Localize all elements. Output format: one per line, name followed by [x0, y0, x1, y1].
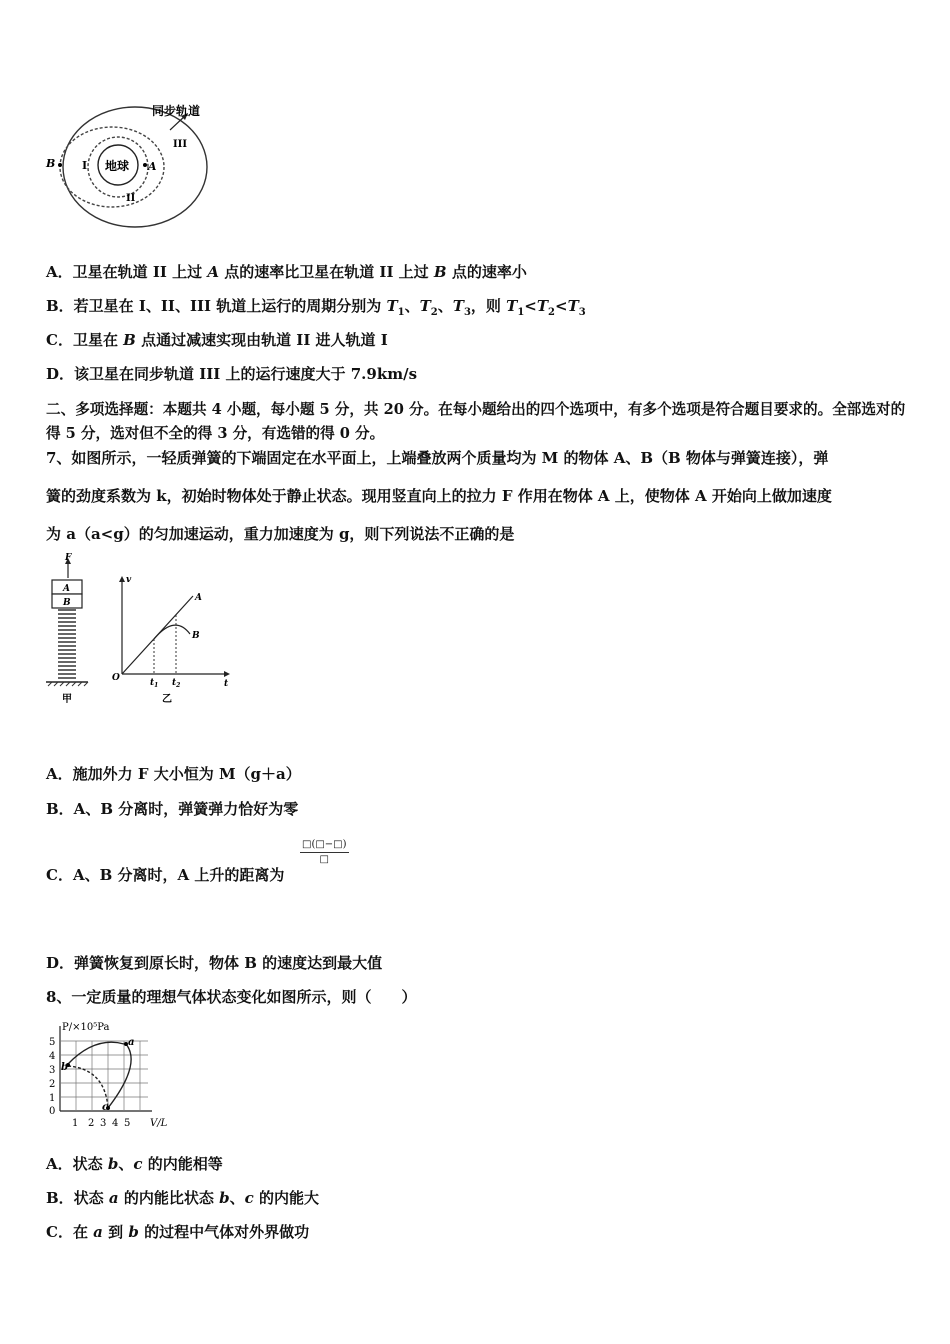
state-c-label: c	[102, 1102, 109, 1113]
v-axis-label: v	[126, 575, 132, 585]
t2-label: $t_2$	[172, 678, 181, 689]
block-a-label: A	[63, 584, 70, 594]
xtick-1: 1	[72, 1118, 79, 1129]
q6-option-d: D．该卫星在同步轨道 III 上的运行速度大于 7.9km/s	[46, 365, 418, 383]
q7-stem-line-1: 7、如图所示，一轻质弹簧的下端固定在水平面上，上端叠放两个质量均为 M 的物体 A、B（B 物体与弹簧连接），弹	[46, 449, 829, 467]
q8-stem: 8、一定质量的理想气体状态变化如图所示，则（ ）	[46, 988, 417, 1006]
ytick-0: 0	[49, 1106, 56, 1117]
grid	[60, 1041, 148, 1111]
process-ab	[68, 1042, 124, 1064]
xtick-3: 3	[100, 1118, 107, 1129]
q7-option-c-fraction	[300, 838, 349, 867]
orbit-i-label: I	[82, 159, 88, 172]
fraction-denominator: □	[319, 854, 329, 865]
fig-jia-label: 甲	[62, 694, 72, 705]
fig-yi-label: 乙	[162, 694, 172, 705]
spring	[58, 610, 76, 678]
q7-option-d: D．弹簧恢复到原长时，物体 B 的速度达到最大值	[46, 954, 383, 972]
orbit-ii-label: II	[126, 193, 136, 204]
point-b-dot	[58, 163, 62, 167]
p-axis-label: P/×10⁵Pa	[62, 1022, 110, 1033]
state-b-label: b	[61, 1062, 68, 1073]
ytick-5: 5	[49, 1037, 56, 1048]
q7-option-b: B．A、B 分离时，弹簧弹力恰好为零	[46, 800, 299, 818]
v-axis-label: V/L	[150, 1118, 168, 1129]
q6-option-a: A．卫星在轨道 II 上过 A 点的速率比卫星在轨道 II 上过 B 点的速率小	[46, 263, 527, 281]
point-a-label: A	[148, 160, 157, 173]
q8-option-b: B．状态 a 的内能比状态 b、c 的内能大	[46, 1189, 319, 1207]
xtick-4: 4	[112, 1118, 119, 1129]
q8-option-a: A．状态 b、c 的内能相等	[46, 1155, 223, 1173]
point-b-label: B	[46, 157, 56, 170]
orbit-iii-label: III	[173, 139, 188, 150]
q7-stem-line-2: 簧的劲度系数为 k，初始时物体处于静止状态。现用竖直向上的拉力 F 作用在物体 A 上，使物体 A 开始向上做加速度	[46, 487, 832, 505]
t-axis-label: t	[224, 679, 229, 689]
q7-stem-line-3: 为 a（a<g）的匀加速运动，重力加速度为 g，则下列说法不正确的是	[46, 525, 515, 543]
q6-option-b: B．若卫星在 I、II、III 轨道上运行的周期分别为 $T_1$、$T_2$、$T_3$，则 $T_1<T_2<T_3$	[46, 297, 586, 318]
point-a-dot	[143, 163, 147, 167]
section-2-header: 二、多项选择题：本题共 4 小题，每小题 5 分，共 20 分。在每小题给出的四个选项中，有多个选项是符合题目要求的。全部选对的得 5 分，选对但不全的得 3 分，有选错的得 0 分。	[46, 401, 906, 442]
v-axis-head	[119, 576, 125, 582]
t-axis-head	[224, 671, 230, 677]
q7-option-a: A．施加外力 F 大小恒为 M（g＋a）	[46, 765, 301, 783]
q8-option-c: C．在 a 到 b 的过程中气体对外界做功	[46, 1223, 310, 1241]
process-ca	[108, 1044, 131, 1108]
spring-vt-diagram	[40, 552, 240, 707]
ytick-2: 2	[49, 1079, 56, 1090]
force-label: F	[65, 553, 72, 563]
block-b-label: B	[63, 598, 71, 608]
sync-orbit-label: 同步轨道	[152, 104, 201, 118]
ytick-3: 3	[49, 1065, 56, 1076]
orbit-diagram	[40, 95, 230, 235]
xtick-2: 2	[88, 1118, 95, 1129]
earth-label: 地球	[105, 159, 130, 173]
ytick-1: 1	[49, 1093, 56, 1104]
xtick-5: 5	[124, 1118, 131, 1129]
q6-option-c: C．卫星在 B 点通过减速实现由轨道 II 进人轨道 I	[46, 331, 388, 349]
fraction-numerator: □(□−□)	[300, 838, 349, 853]
line-a-label: A	[195, 593, 202, 603]
state-a-label: a	[128, 1037, 135, 1048]
curve-b-label: B	[192, 631, 200, 641]
t1-label: $t_1$	[150, 678, 159, 689]
origin-label: O	[112, 673, 120, 683]
pv-diagram	[40, 1014, 180, 1132]
ytick-4: 4	[49, 1051, 56, 1062]
q7-option-c: C．A、B 分离时，A 上升的距离为	[46, 866, 285, 884]
